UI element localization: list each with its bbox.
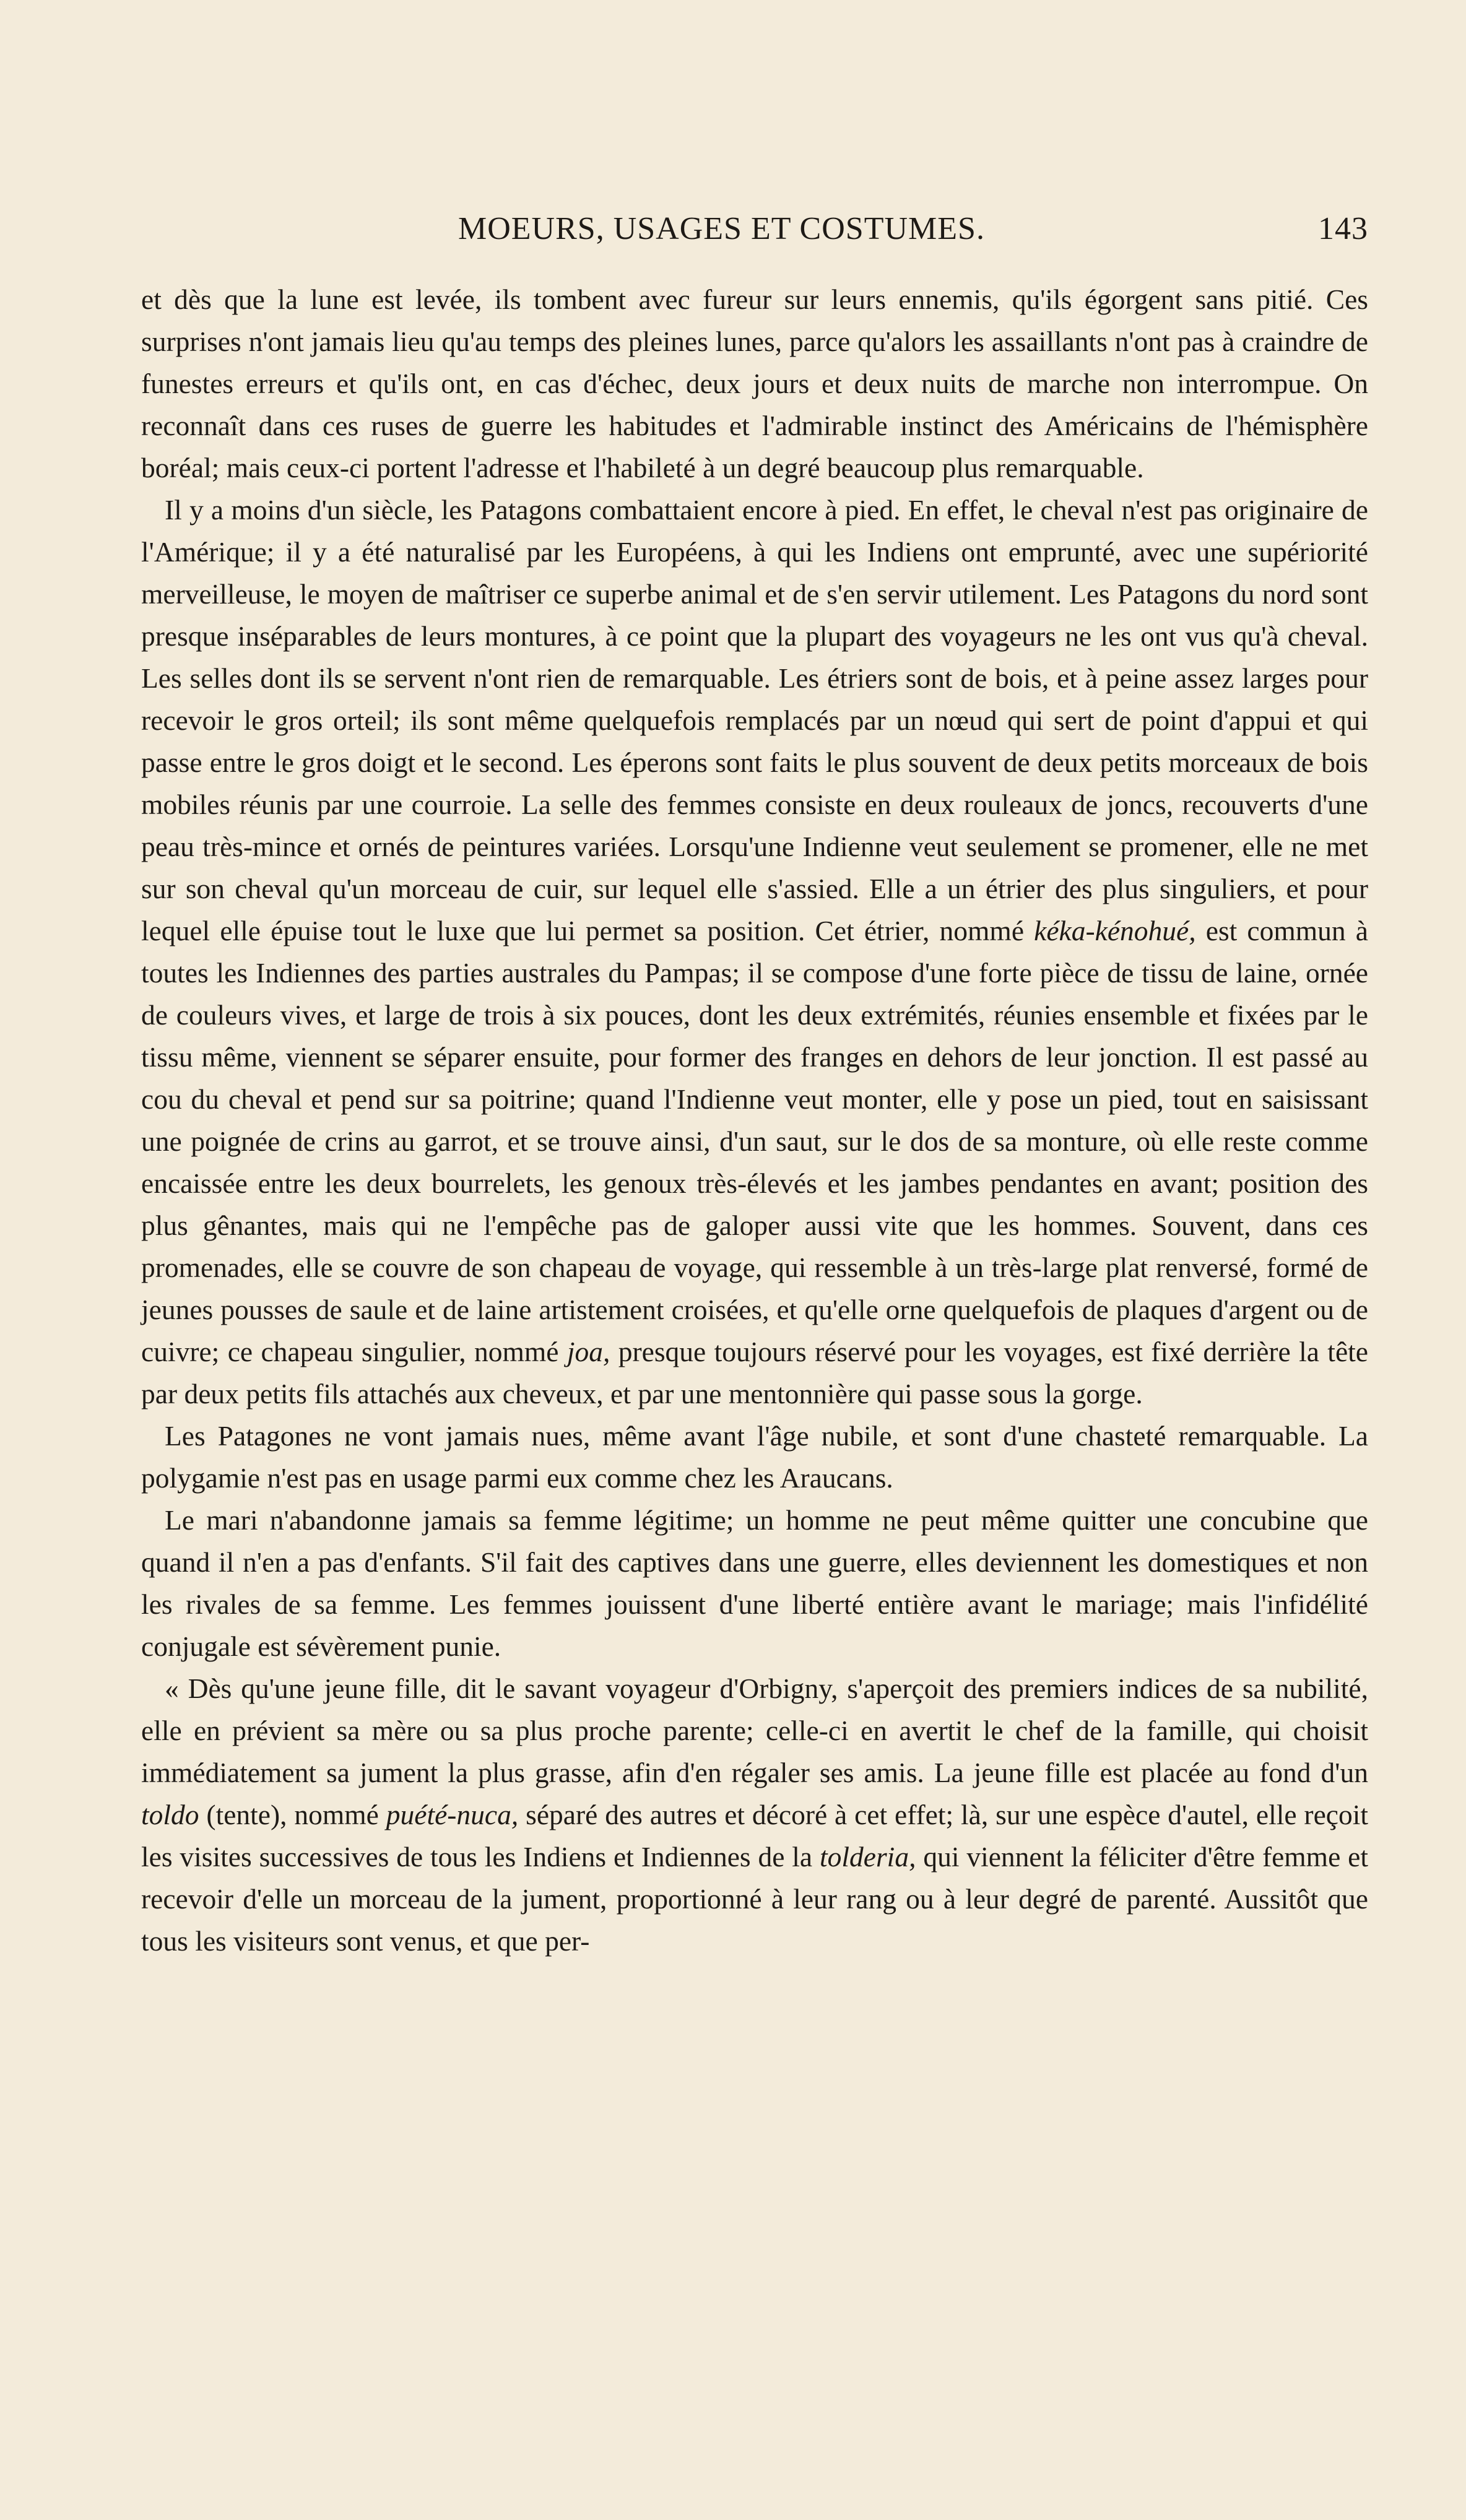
- text-run: qui viennent la féliciter d'être femme et recevoir d'elle un morceau de la jument, proportionné à leur rang ou à leur degré de parenté. Aussitôt que tous les visiteurs sont venus, et que per-: [141, 1841, 1368, 1957]
- body-text: [141, 279, 1368, 1962]
- running-title: MOEURS, USAGES ET COSTUMES.: [458, 211, 985, 246]
- paragraph: [141, 279, 1368, 489]
- paragraph: [141, 489, 1368, 1415]
- text-run: Les Patagones ne vont jamais nues, même avant l'âge nubile, et sont d'une chasteté remarquable. La polygamie n'est pas en usage parmi eux comme chez les Araucans.: [141, 1420, 1368, 1494]
- paragraph: [141, 1499, 1368, 1668]
- paragraph: [141, 1668, 1368, 1962]
- italic-term: tolderia,: [820, 1841, 916, 1873]
- italic-term: puété-nuca,: [386, 1799, 519, 1830]
- text-run: Il y a moins d'un siècle, les Patagons combattaient encore à pied. En effet, le cheval n'est pas originaire de l'Amérique; il y a été naturalisé par les Européens, à qui les Indiens ont emprunté, avec une supériorité merveilleuse, le moyen de maîtriser ce superbe animal et de s'en servir utilement. Les Patagons du nord sont presque inséparables de leurs montures, à ce point que la plupart des voyageurs ne les ont vus qu'à cheval. Les selles dont ils se servent n'ont rien de remarquable. Les étriers sont de bois, et à peine assez larges pour recevoir le gros orteil; ils sont même quelquefois remplacés par un nœud qui sert de point d'appui et qui passe entre le gros doigt et le second. Les éperons sont faits le plus souvent de deux petits morceaux de bois mobiles réunis par une courroie. La selle des femmes consiste en deux rouleaux de joncs, recouverts d'une peau très-mince et ornés de peintures variées. Lorsqu'une Indienne veut seulement se promener, elle ne met sur son cheval qu'un morceau de cuir, sur lequel elle s'assied. Elle a un étrier des plus singuliers, et pour lequel elle épuise tout le luxe que lui permet sa position. Cet étrier, nommé: [141, 494, 1368, 946]
- text-run: et dès que la lune est levée, ils tombent avec fureur sur leurs ennemis, qu'ils égorgent sans pitié. Ces surprises n'ont jamais lieu qu'au temps des pleines lunes, parce qu'alors les assaillants n'ont pas à craindre de funestes erreurs et qu'ils ont, en cas d'échec, deux jours et deux nuits de marche non interrompue. On reconnaît dans ces ruses de guerre les habitudes et l'admirable instinct des Américains de l'hémisphère boréal; mais ceux-ci portent l'adresse et l'habileté à un degré beaucoup plus remarquable.: [141, 284, 1368, 483]
- text-run: Le mari n'abandonne jamais sa femme légitime; un homme ne peut même quitter une concubine que quand il n'en a pas d'enfants. S'il fait des captives dans une guerre, elles deviennent les domestiques et non les rivales de sa femme. Les femmes jouissent d'une liberté entière avant le mariage; mais l'infidélité conjugale est sévèrement punie.: [141, 1504, 1368, 1662]
- page-number: 143: [1318, 211, 1368, 246]
- running-header: [458, 210, 1368, 247]
- text-run: séparé des autres et décoré à cet effet; là, sur une espèce d'autel, elle reçoit les visites successives de tous les Indiens et Indiennes de la: [141, 1799, 1368, 1873]
- italic-term: joa,: [566, 1336, 610, 1367]
- text-run: presque toujours réservé pour les voyages, est fixé derrière la tête par deux petits fils attachés aux cheveux, et par une mentonnière qui passe sous la gorge.: [141, 1336, 1368, 1409]
- italic-term: kéka-kénohué,: [1034, 915, 1196, 946]
- italic-term: toldo: [141, 1799, 199, 1830]
- text-run: (tente), nommé: [199, 1799, 386, 1830]
- text-run: « Dès qu'une jeune fille, dit le savant voyageur d'Orbigny, s'aperçoit des premiers indices de sa nubilité, elle en prévient sa mère ou sa plus proche parente; celle-ci en avertit le chef de la famille, qui choisit immédiatement sa jument la plus grasse, afin d'en régaler ses amis. La jeune fille est placée au fond d'un: [141, 1673, 1368, 1788]
- text-run: est commun à toutes les Indiennes des parties australes du Pampas; il se compose d'une forte pièce de tissu de laine, ornée de couleurs vives, et large de trois à six pouces, dont les deux extrémités, réunies ensemble et fixées par le tissu même, viennent se séparer ensuite, pour former des franges en dehors de leur jonction. Il est passé au cou du cheval et pend sur sa poitrine; quand l'Indienne veut monter, elle y pose un pied, tout en saisissant une poignée de crins au garrot, et se trouve ainsi, d'un saut, sur le dos de sa monture, où elle reste comme encaissée entre les deux bourrelets, les genoux très-élevés et les jambes pendantes en avant; position des plus gênantes, mais qui ne l'empêche pas de galoper aussi vite que les hommes. Souvent, dans ces promenades, elle se couvre de son chapeau de voyage, qui ressemble à un très-large plat renversé, formé de jeunes pousses de saule et de laine artistement croisées, et qu'elle orne quelquefois de plaques d'argent ou de cuivre; ce chapeau singulier, nommé: [141, 915, 1368, 1367]
- paragraph: [141, 1415, 1368, 1499]
